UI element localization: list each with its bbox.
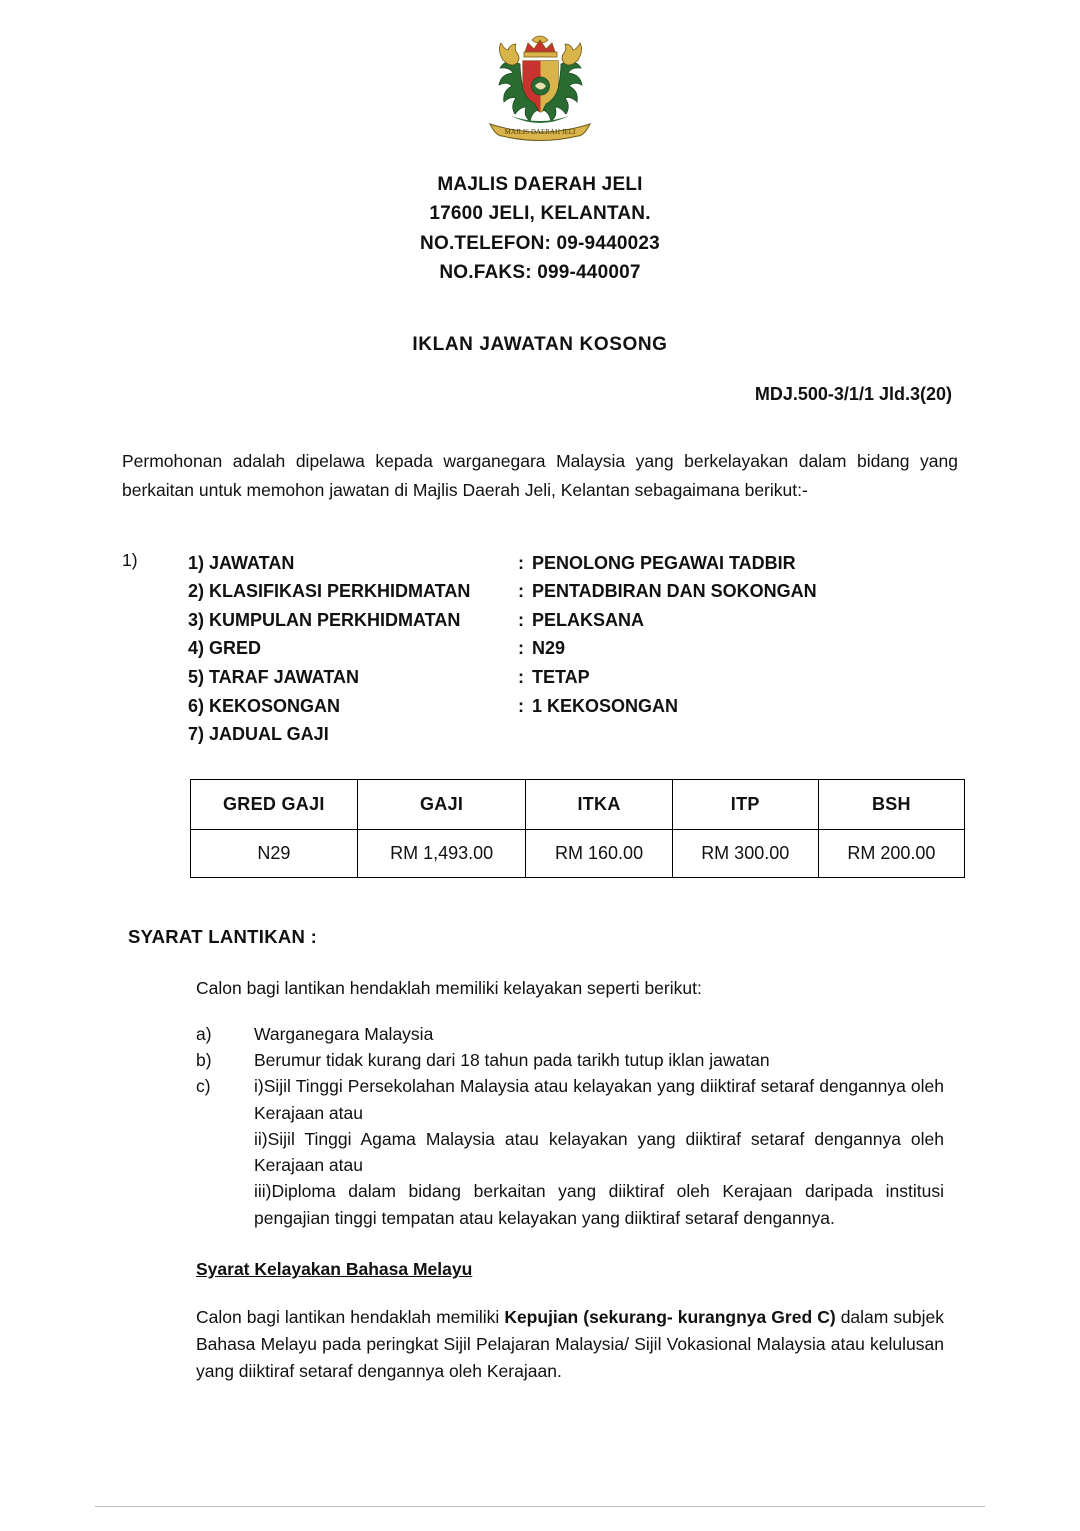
salary-col-header: BSH <box>818 779 964 829</box>
salary-col-header: ITP <box>672 779 818 829</box>
list-item-line: i)Sijil Tinggi Persekolahan Malaysia atau kelayakan yang diiktiraf setaraf dengannya oleh Kerajaan atau <box>254 1076 944 1123</box>
page-title: IKLAN JAWATAN KOSONG <box>412 333 668 355</box>
job-detail-colon: : <box>518 695 524 716</box>
job-detail-label: 6) KEKOSONGAN <box>188 695 341 716</box>
list-item-text <box>254 1073 944 1231</box>
job-detail-label: 7) JADUAL GAJI <box>188 724 329 745</box>
list-item-marker: c) <box>196 1076 211 1097</box>
list-item-line: ii)Sijil Tinggi Agama Malaysia atau kelayakan yang diiktiraf setaraf dengannya oleh Kerajaan atau <box>254 1128 944 1176</box>
conditions-list <box>196 1021 944 1231</box>
list-item <box>196 1021 944 1047</box>
salary-col-header: GAJI <box>357 779 526 829</box>
job-detail-label: 3) KUMPULAN PERKHIDMATAN <box>188 609 461 630</box>
job-detail-value: TETAP <box>532 667 590 687</box>
job-detail-colon: : <box>518 667 524 687</box>
salary-col-header: ITKA <box>526 779 672 829</box>
organisation-fax: NO.FAKS: 099-440007 <box>439 262 641 284</box>
job-detail-label: 2) KLASIFIKASI PERKHIDMATAN <box>188 581 471 602</box>
crest-container <box>0 0 1080 150</box>
job-detail-label: 1) JAWATAN <box>188 552 295 573</box>
jata-kelantan-crest-icon <box>465 30 615 150</box>
job-detail-colon: : <box>518 552 524 573</box>
salary-cell-itka: RM 160.00 <box>526 829 672 877</box>
salary-cell-bsh: RM 200.00 <box>818 829 964 877</box>
salary-cell-gaji: RM 1,493.00 <box>357 829 526 877</box>
intro-paragraph: Permohonan adalah dipelawa kepada warganegara Malaysia yang berkelayakan dalam bidang yang berkaitan untuk memohon jawatan di Majlis Daerah Jeli, Kelantan sebagaimana berikut:- <box>122 450 958 500</box>
conditions-heading: SYARAT LANTIKAN : <box>128 925 318 947</box>
job-detail-row <box>188 663 817 692</box>
job-detail-colon <box>518 720 532 749</box>
job-index: 1) <box>122 549 138 570</box>
footer-divider <box>95 1506 985 1507</box>
reference-number: MDJ.500-3/1/1 Jld.3(20) <box>754 383 952 404</box>
list-item-text <box>254 1047 944 1073</box>
job-details-table <box>188 549 817 749</box>
salary-cell-gred: N29 <box>191 829 358 877</box>
job-detail-label: 4) GRED <box>188 638 262 659</box>
salary-table-container <box>190 779 965 878</box>
job-detail-row <box>188 692 817 721</box>
list-item-marker: b) <box>196 1050 212 1071</box>
salary-cell-itp: RM 300.00 <box>672 829 818 877</box>
salary-col-header: GRED GAJI <box>191 779 358 829</box>
job-detail-value: PENOLONG PEGAWAI TADBIR <box>532 552 796 573</box>
salary-table-header-row <box>191 779 965 829</box>
job-detail-row <box>188 577 817 606</box>
job-detail-value: PENTADBIRAN DAN SOKONGAN <box>532 581 817 602</box>
list-item-line: iii)Diploma dalam bidang berkaitan yang diiktiraf oleh Kerajaan daripada institusi pengajian tinggi tempatan atau kelayakan yang diiktiraf setaraf dengannya. <box>254 1181 944 1228</box>
svg-text:MAJLIS DAERAH JELI: MAJLIS DAERAH JELI <box>504 128 576 136</box>
job-detail-value: N29 <box>532 638 566 659</box>
job-detail-colon: : <box>518 581 524 602</box>
job-details-block <box>0 549 1080 749</box>
job-detail-value: 1 KEKOSONGAN <box>532 695 679 716</box>
job-detail-value: PELAKSANA <box>532 609 645 630</box>
language-requirement-paragraph <box>196 1304 944 1385</box>
organisation-address: 17600 JELI, KELANTAN. <box>429 203 651 225</box>
job-detail-label: 5) TARAF JAWATAN <box>188 667 359 687</box>
organisation-phone: NO.TELEFON: 09-9440023 <box>420 232 660 254</box>
organisation-name: MAJLIS DAERAH JELI <box>437 174 643 195</box>
job-detail-row <box>188 549 817 578</box>
salary-table <box>190 779 965 878</box>
list-item-text <box>254 1021 944 1047</box>
list-item-line: Warganegara Malaysia <box>254 1023 434 1044</box>
letterhead <box>0 170 1080 288</box>
job-detail-row <box>188 606 817 635</box>
job-detail-row <box>188 634 817 663</box>
job-detail-row <box>188 720 817 749</box>
language-text-before: Calon bagi lantikan hendaklah memiliki <box>196 1306 505 1327</box>
list-item <box>196 1047 944 1073</box>
table-row <box>191 829 965 877</box>
list-item-line: Berumur tidak kurang dari 18 tahun pada tarikh tutup iklan jawatan <box>254 1050 770 1071</box>
list-item <box>196 1073 944 1231</box>
job-detail-colon: : <box>518 638 524 659</box>
language-text-bold: Kepujian (sekurang- kurangnya Gred C) <box>504 1306 836 1327</box>
conditions-lead: Calon bagi lantikan hendaklah memiliki kelayakan seperti berikut: <box>196 977 702 998</box>
language-requirement-heading: Syarat Kelayakan Bahasa Melayu <box>196 1258 473 1279</box>
job-detail-colon: : <box>518 609 524 630</box>
job-detail-value <box>532 720 817 749</box>
list-item-marker: a) <box>196 1023 212 1044</box>
language-text-after: dalam subjek Bahasa Melayu pada peringkat Sijil Pelajaran Malaysia/ Sijil Vokasional Malaysia atau kelulusan yang diiktiraf setaraf dengannya oleh Kerajaan. <box>196 1306 944 1382</box>
